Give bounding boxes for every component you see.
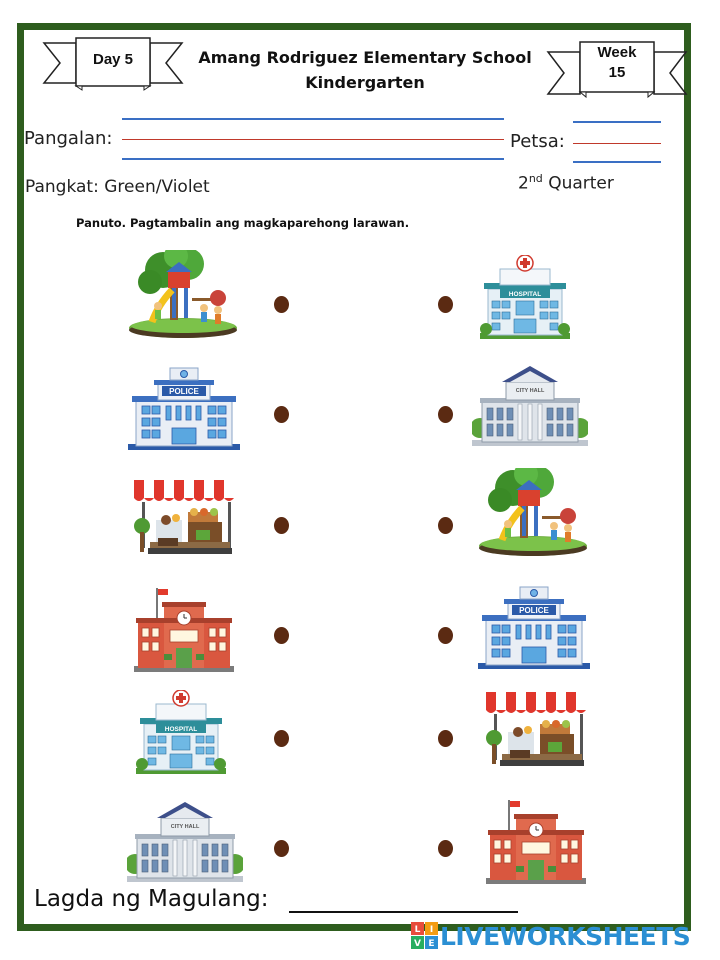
- left-match-dot[interactable]: [274, 517, 289, 534]
- city-hall-icon: [472, 362, 588, 446]
- date-line-mid: [573, 143, 661, 144]
- school-heading: [190, 45, 540, 95]
- parent-signature-line[interactable]: [289, 911, 518, 913]
- left-match-dot[interactable]: [274, 730, 289, 747]
- section-label: Pangkat:: [25, 177, 99, 197]
- day-banner: [42, 35, 184, 91]
- playground-icon: [128, 250, 240, 342]
- svg-text:L: L: [414, 925, 421, 935]
- section-field: [25, 177, 210, 197]
- grade-level: Kindergarten: [305, 73, 425, 92]
- day-label: Day 5: [92, 51, 134, 68]
- instructions: Panuto. Pagtambalin ang magkaparehong larawan.: [76, 216, 410, 230]
- date-line-bottom[interactable]: [573, 161, 661, 163]
- liveworksheets-wordmark: LIVEWORKSHEETS: [440, 921, 691, 951]
- right-match-dot[interactable]: [438, 406, 453, 423]
- date-label: Petsa:: [510, 131, 565, 152]
- svg-text:I: I: [429, 925, 434, 935]
- liveworksheets-cube-icon: [410, 921, 440, 951]
- market-stall-icon: [128, 476, 238, 558]
- right-match-dot[interactable]: [438, 840, 453, 857]
- name-line-bottom[interactable]: [122, 158, 504, 160]
- quarter-label: [518, 172, 614, 194]
- name-label: Pangalan:: [24, 128, 113, 149]
- playground-icon: [478, 468, 590, 560]
- parent-signature-label: Lagda ng Magulang:: [34, 886, 269, 912]
- section-value: Green/Violet: [104, 177, 210, 197]
- left-match-dot[interactable]: [274, 296, 289, 313]
- quarter-number: 2: [518, 173, 529, 194]
- city-hall-icon: [127, 798, 243, 882]
- hospital-icon: [480, 255, 570, 343]
- svg-text:V: V: [414, 939, 421, 949]
- school-building-icon: [486, 800, 586, 886]
- market-stall-icon: [480, 688, 590, 770]
- hospital-icon: [136, 690, 226, 778]
- left-match-dot[interactable]: [274, 627, 289, 644]
- name-line-mid: [122, 139, 504, 140]
- week-number: 15: [608, 64, 626, 81]
- right-match-dot[interactable]: [438, 730, 453, 747]
- quarter-suffix: nd: [528, 172, 543, 185]
- right-match-dot[interactable]: [438, 296, 453, 313]
- week-label: Week: [597, 44, 637, 61]
- quarter-word: Quarter: [548, 173, 614, 194]
- school-name: Amang Rodriguez Elementary School: [198, 48, 532, 67]
- date-line-top: [573, 121, 661, 123]
- liveworksheets-logo: [410, 920, 690, 952]
- left-match-dot[interactable]: [274, 840, 289, 857]
- right-match-dot[interactable]: [438, 627, 453, 644]
- left-match-dot[interactable]: [274, 406, 289, 423]
- police-station-icon: [478, 585, 590, 671]
- school-building-icon: [134, 588, 234, 674]
- name-line-top: [122, 118, 504, 120]
- right-match-dot[interactable]: [438, 517, 453, 534]
- svg-text:E: E: [428, 939, 435, 949]
- week-banner: [546, 40, 688, 100]
- police-station-icon: [128, 366, 240, 452]
